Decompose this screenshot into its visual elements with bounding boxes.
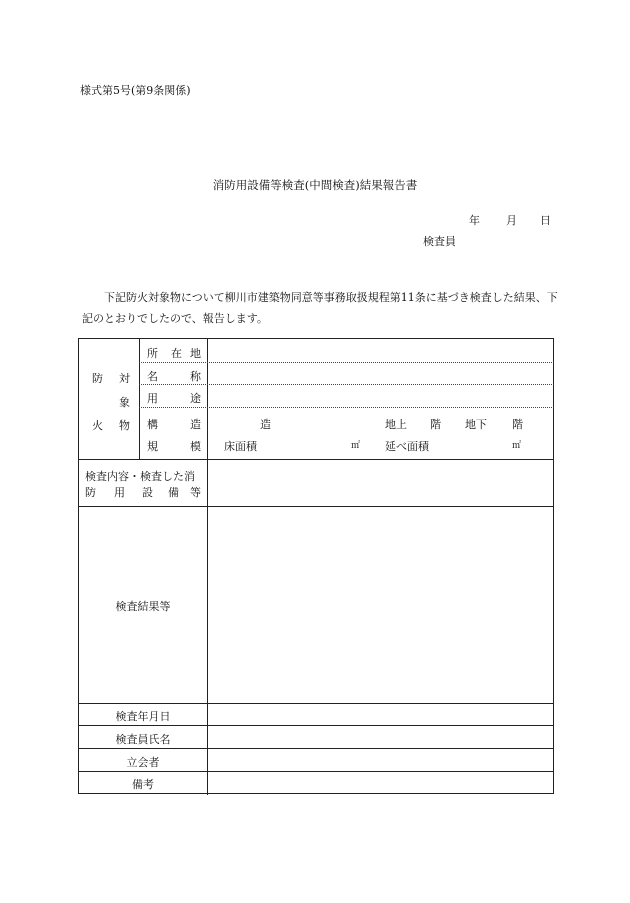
row-label-name: 称 xyxy=(190,370,201,383)
inspection-results-label: 検査結果等 xyxy=(115,600,171,613)
structure-floor: 階 xyxy=(430,418,441,431)
inspection-content-label: 検査内容・検査した消 xyxy=(85,470,195,483)
date-year-label: 年 xyxy=(469,214,480,227)
table-row-divider xyxy=(139,407,554,408)
scale-unit: ㎡ xyxy=(351,441,361,451)
scale-floor-area: 床面積 xyxy=(224,440,257,453)
table-divider xyxy=(139,339,140,459)
row-label-structure: 造 xyxy=(190,418,201,431)
structure-above-ground: 地上 xyxy=(385,418,407,431)
row-label-use: 用 xyxy=(147,392,158,405)
remarks-label: 備考 xyxy=(132,778,154,791)
table-row-divider xyxy=(79,459,554,460)
intro-paragraph: 下記防火対象物について柳川市建築物同意等事務取扱規程第11条に基づき検査した結果、下記のとおりでしたので、報告します。 xyxy=(82,291,558,325)
row-label-location: 地 xyxy=(190,347,201,360)
inspector-label: 検査員 xyxy=(423,235,456,248)
scale-unit: ㎡ xyxy=(512,441,522,451)
date-month-label: 月 xyxy=(506,214,517,227)
structure-floor: 階 xyxy=(512,418,523,431)
table-row-divider xyxy=(139,384,554,385)
structure-zo: 造 xyxy=(260,418,271,431)
structure-below-ground: 地下 xyxy=(465,418,487,431)
section-label-char: 象 xyxy=(119,396,130,409)
inspection-content-label: 等 xyxy=(190,486,201,499)
inspection-content-label: 防 xyxy=(85,486,96,499)
section-label-char: 火 xyxy=(92,419,103,432)
row-label-scale: 規 xyxy=(147,440,158,453)
document-title: 消防用設備等検査(中間検査)結果報告書 xyxy=(212,178,418,192)
table-row-divider xyxy=(139,362,554,363)
row-label-location: 所 xyxy=(147,347,158,360)
row-label-use: 途 xyxy=(190,392,201,405)
table-row-divider xyxy=(79,771,554,772)
row-label-name: 名 xyxy=(147,370,158,383)
row-label-structure: 構 xyxy=(147,418,158,431)
inspection-content-label: 用 xyxy=(114,486,125,499)
inspection-date-label: 検査年月日 xyxy=(115,710,171,723)
table-row-divider xyxy=(79,703,554,704)
inspection-content-label: 備 xyxy=(168,486,179,499)
inspector-name-label: 検査員氏名 xyxy=(115,733,171,746)
table-row-divider xyxy=(79,725,554,726)
section-label-char: 防 xyxy=(92,372,103,385)
section-label-char: 対 xyxy=(119,372,130,385)
inspection-content-label: 設 xyxy=(142,486,153,499)
report-table xyxy=(78,338,554,794)
date-day-label: 日 xyxy=(540,214,551,227)
form-number: 様式第5号(第9条関係) xyxy=(80,84,191,97)
witness-label: 立会者 xyxy=(126,756,160,769)
table-row-divider xyxy=(79,506,554,507)
row-label-scale: 模 xyxy=(190,440,201,453)
section-label-char: 物 xyxy=(119,419,130,432)
table-row-divider xyxy=(79,748,554,749)
row-label-location: 在 xyxy=(171,347,182,360)
scale-total-area: 延べ面積 xyxy=(385,440,429,453)
